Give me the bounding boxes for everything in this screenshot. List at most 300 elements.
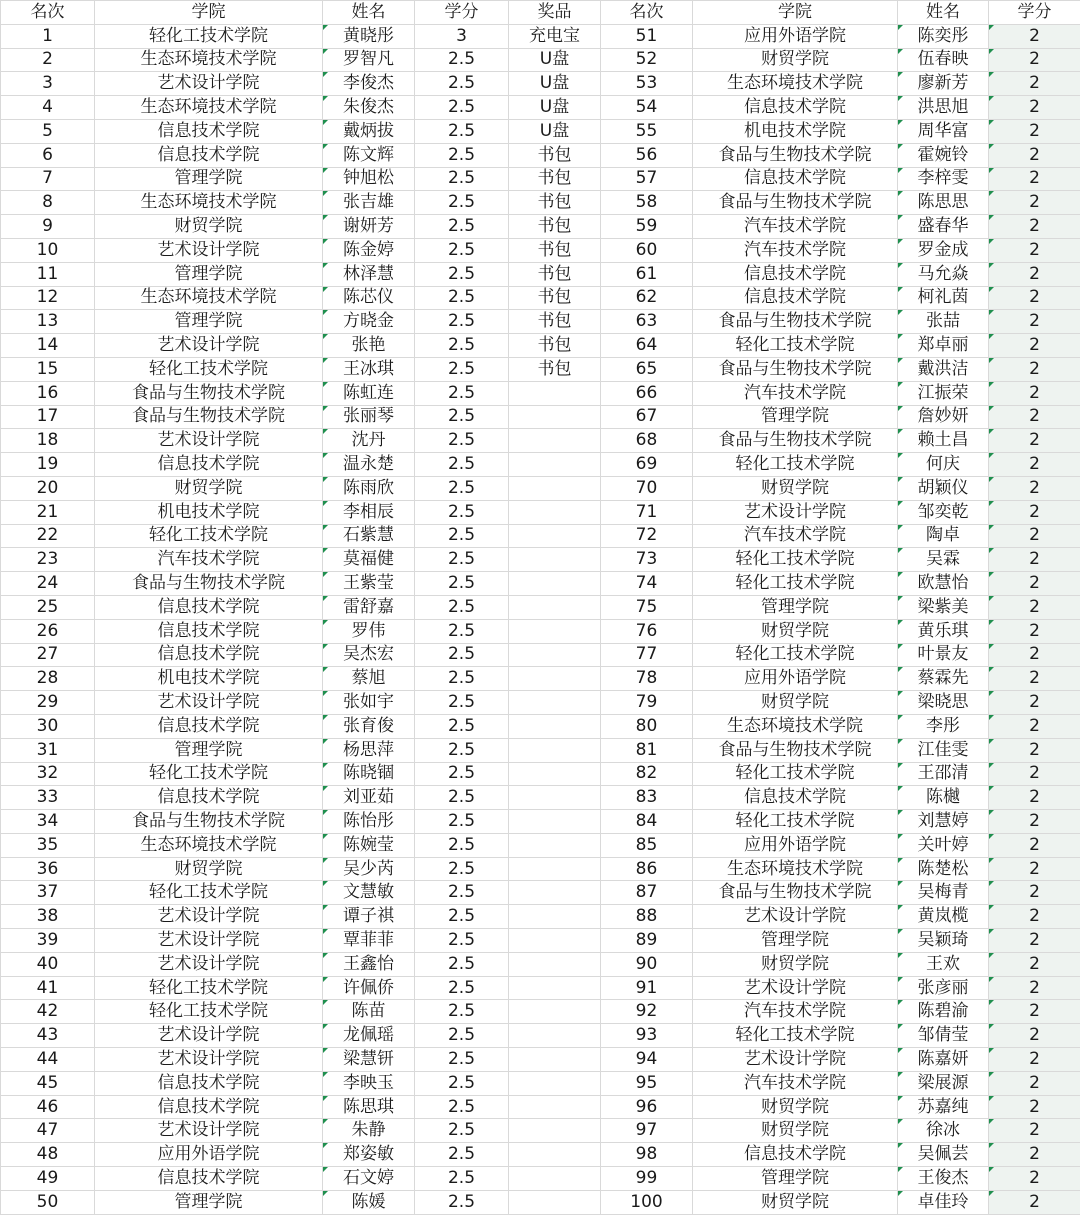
- cell-prize-left[interactable]: [509, 976, 601, 1000]
- cell-credit-right[interactable]: 2: [989, 334, 1080, 358]
- cell-name-right[interactable]: 梁紫美: [898, 595, 989, 619]
- cell-college-left[interactable]: 机电技术学院: [95, 667, 323, 691]
- cell-college-right[interactable]: 艺术设计学院: [693, 976, 898, 1000]
- cell-college-left[interactable]: 财贸学院: [95, 857, 323, 881]
- cell-credit-left[interactable]: 2.5: [415, 929, 509, 953]
- cell-prize-left[interactable]: [509, 1000, 601, 1024]
- cell-prize-left[interactable]: 书包: [509, 167, 601, 191]
- cell-rank-left[interactable]: 33: [1, 786, 95, 810]
- cell-college-right[interactable]: 艺术设计学院: [693, 1048, 898, 1072]
- cell-name-left[interactable]: 谢妍芳: [323, 215, 415, 239]
- cell-rank-right[interactable]: 63: [601, 310, 693, 334]
- cell-name-right[interactable]: 张彦丽: [898, 976, 989, 1000]
- cell-college-right[interactable]: 信息技术学院: [693, 786, 898, 810]
- cell-prize-left[interactable]: [509, 881, 601, 905]
- cell-rank-left[interactable]: 11: [1, 262, 95, 286]
- cell-college-left[interactable]: 管理学院: [95, 1190, 323, 1214]
- cell-rank-right[interactable]: 72: [601, 524, 693, 548]
- cell-rank-right[interactable]: 88: [601, 905, 693, 929]
- cell-name-left[interactable]: 张艳: [323, 334, 415, 358]
- cell-college-right[interactable]: 管理学院: [693, 405, 898, 429]
- cell-credit-right[interactable]: 2: [989, 143, 1080, 167]
- cell-name-left[interactable]: 刘亚茹: [323, 786, 415, 810]
- cell-rank-right[interactable]: 53: [601, 72, 693, 96]
- cell-rank-right[interactable]: 75: [601, 595, 693, 619]
- cell-name-left[interactable]: 文慧敏: [323, 881, 415, 905]
- cell-college-left[interactable]: 轻化工技术学院: [95, 24, 323, 48]
- cell-credit-right[interactable]: 2: [989, 1000, 1080, 1024]
- cell-rank-right[interactable]: 52: [601, 48, 693, 72]
- cell-rank-right[interactable]: 67: [601, 405, 693, 429]
- cell-prize-left[interactable]: [509, 810, 601, 834]
- cell-rank-left[interactable]: 50: [1, 1190, 95, 1214]
- cell-rank-left[interactable]: 39: [1, 929, 95, 953]
- cell-rank-left[interactable]: 20: [1, 476, 95, 500]
- cell-prize-left[interactable]: [509, 691, 601, 715]
- cell-college-right[interactable]: 食品与生物技术学院: [693, 143, 898, 167]
- cell-rank-left[interactable]: 27: [1, 643, 95, 667]
- cell-college-right[interactable]: 应用外语学院: [693, 667, 898, 691]
- cell-college-left[interactable]: 管理学院: [95, 167, 323, 191]
- cell-rank-left[interactable]: 34: [1, 810, 95, 834]
- cell-credit-right[interactable]: 2: [989, 1024, 1080, 1048]
- cell-college-right[interactable]: 管理学院: [693, 1167, 898, 1191]
- cell-credit-right[interactable]: 2: [989, 167, 1080, 191]
- cell-credit-left[interactable]: 2.5: [415, 310, 509, 334]
- cell-rank-left[interactable]: 15: [1, 357, 95, 381]
- cell-college-left[interactable]: 食品与生物技术学院: [95, 810, 323, 834]
- cell-prize-left[interactable]: 书包: [509, 143, 601, 167]
- cell-credit-right[interactable]: 2: [989, 572, 1080, 596]
- cell-name-left[interactable]: 蔡旭: [323, 667, 415, 691]
- cell-rank-left[interactable]: 32: [1, 762, 95, 786]
- cell-credit-left[interactable]: 2.5: [415, 1095, 509, 1119]
- cell-rank-right[interactable]: 90: [601, 952, 693, 976]
- cell-rank-left[interactable]: 6: [1, 143, 95, 167]
- cell-prize-left[interactable]: [509, 1119, 601, 1143]
- cell-prize-left[interactable]: [509, 381, 601, 405]
- cell-credit-right[interactable]: 2: [989, 72, 1080, 96]
- cell-college-left[interactable]: 艺术设计学院: [95, 905, 323, 929]
- cell-rank-right[interactable]: 87: [601, 881, 693, 905]
- cell-rank-left[interactable]: 16: [1, 381, 95, 405]
- cell-college-left[interactable]: 信息技术学院: [95, 1095, 323, 1119]
- cell-rank-right[interactable]: 92: [601, 1000, 693, 1024]
- cell-name-left[interactable]: 方晓金: [323, 310, 415, 334]
- cell-college-left[interactable]: 轻化工技术学院: [95, 1000, 323, 1024]
- cell-prize-left[interactable]: 书包: [509, 357, 601, 381]
- cell-credit-right[interactable]: 2: [989, 381, 1080, 405]
- cell-prize-left[interactable]: 书包: [509, 215, 601, 239]
- cell-credit-left[interactable]: 2.5: [415, 167, 509, 191]
- cell-rank-right[interactable]: 62: [601, 286, 693, 310]
- cell-college-left[interactable]: 管理学院: [95, 738, 323, 762]
- cell-credit-right[interactable]: 2: [989, 500, 1080, 524]
- cell-rank-left[interactable]: 5: [1, 119, 95, 143]
- header-credit-right[interactable]: 学分: [989, 1, 1080, 25]
- cell-college-right[interactable]: 应用外语学院: [693, 24, 898, 48]
- cell-credit-right[interactable]: 2: [989, 48, 1080, 72]
- cell-college-left[interactable]: 食品与生物技术学院: [95, 381, 323, 405]
- cell-name-left[interactable]: 莫福健: [323, 548, 415, 572]
- cell-credit-left[interactable]: 2.5: [415, 1119, 509, 1143]
- cell-college-right[interactable]: 轻化工技术学院: [693, 453, 898, 477]
- cell-credit-right[interactable]: 2: [989, 738, 1080, 762]
- cell-name-left[interactable]: 龙佩瑶: [323, 1024, 415, 1048]
- cell-college-right[interactable]: 财贸学院: [693, 952, 898, 976]
- cell-credit-left[interactable]: 2.5: [415, 48, 509, 72]
- cell-rank-left[interactable]: 25: [1, 595, 95, 619]
- cell-prize-left[interactable]: 书包: [509, 238, 601, 262]
- cell-college-left[interactable]: 信息技术学院: [95, 619, 323, 643]
- cell-college-right[interactable]: 财贸学院: [693, 691, 898, 715]
- cell-credit-left[interactable]: 2.5: [415, 1071, 509, 1095]
- cell-rank-left[interactable]: 35: [1, 833, 95, 857]
- cell-rank-left[interactable]: 28: [1, 667, 95, 691]
- cell-rank-left[interactable]: 43: [1, 1024, 95, 1048]
- cell-college-left[interactable]: 机电技术学院: [95, 500, 323, 524]
- cell-credit-right[interactable]: 2: [989, 1143, 1080, 1167]
- cell-name-left[interactable]: 陈芯仪: [323, 286, 415, 310]
- cell-rank-right[interactable]: 74: [601, 572, 693, 596]
- cell-rank-left[interactable]: 37: [1, 881, 95, 905]
- cell-rank-left[interactable]: 4: [1, 96, 95, 120]
- cell-name-right[interactable]: 江振荣: [898, 381, 989, 405]
- cell-name-right[interactable]: 吴佩芸: [898, 1143, 989, 1167]
- cell-rank-left[interactable]: 36: [1, 857, 95, 881]
- cell-name-right[interactable]: 刘慧婷: [898, 810, 989, 834]
- cell-prize-left[interactable]: U盘: [509, 119, 601, 143]
- cell-credit-left[interactable]: 2.5: [415, 119, 509, 143]
- cell-prize-left[interactable]: U盘: [509, 96, 601, 120]
- cell-college-left[interactable]: 生态环境技术学院: [95, 286, 323, 310]
- cell-credit-left[interactable]: 2.5: [415, 667, 509, 691]
- cell-college-left[interactable]: 艺术设计学院: [95, 929, 323, 953]
- cell-college-left[interactable]: 艺术设计学院: [95, 1048, 323, 1072]
- cell-name-left[interactable]: 李映玉: [323, 1071, 415, 1095]
- cell-name-right[interactable]: 邹奕乾: [898, 500, 989, 524]
- cell-credit-left[interactable]: 2.5: [415, 72, 509, 96]
- cell-credit-right[interactable]: 2: [989, 476, 1080, 500]
- cell-rank-left[interactable]: 48: [1, 1143, 95, 1167]
- cell-rank-left[interactable]: 14: [1, 334, 95, 358]
- cell-name-right[interactable]: 胡颖仪: [898, 476, 989, 500]
- cell-credit-right[interactable]: 2: [989, 429, 1080, 453]
- cell-college-right[interactable]: 生态环境技术学院: [693, 72, 898, 96]
- cell-prize-left[interactable]: [509, 643, 601, 667]
- cell-college-right[interactable]: 财贸学院: [693, 48, 898, 72]
- cell-name-left[interactable]: 郑姿敏: [323, 1143, 415, 1167]
- cell-rank-left[interactable]: 49: [1, 1167, 95, 1191]
- cell-name-left[interactable]: 王冰琪: [323, 357, 415, 381]
- cell-credit-left[interactable]: 2.5: [415, 286, 509, 310]
- cell-college-left[interactable]: 汽车技术学院: [95, 548, 323, 572]
- cell-rank-left[interactable]: 26: [1, 619, 95, 643]
- cell-credit-right[interactable]: 2: [989, 238, 1080, 262]
- cell-rank-left[interactable]: 23: [1, 548, 95, 572]
- cell-credit-left[interactable]: 2.5: [415, 215, 509, 239]
- cell-prize-left[interactable]: [509, 1048, 601, 1072]
- cell-rank-right[interactable]: 91: [601, 976, 693, 1000]
- cell-rank-right[interactable]: 69: [601, 453, 693, 477]
- cell-college-left[interactable]: 轻化工技术学院: [95, 524, 323, 548]
- cell-name-right[interactable]: 徐冰: [898, 1119, 989, 1143]
- cell-name-left[interactable]: 戴炳拔: [323, 119, 415, 143]
- cell-credit-right[interactable]: 2: [989, 786, 1080, 810]
- cell-prize-left[interactable]: [509, 833, 601, 857]
- cell-credit-left[interactable]: 2.5: [415, 238, 509, 262]
- cell-name-left[interactable]: 黄晓彤: [323, 24, 415, 48]
- cell-credit-left[interactable]: 2.5: [415, 643, 509, 667]
- cell-prize-left[interactable]: [509, 667, 601, 691]
- cell-college-left[interactable]: 轻化工技术学院: [95, 762, 323, 786]
- cell-name-right[interactable]: 何庆: [898, 453, 989, 477]
- cell-college-left[interactable]: 艺术设计学院: [95, 72, 323, 96]
- cell-name-right[interactable]: 苏嘉纯: [898, 1095, 989, 1119]
- cell-credit-left[interactable]: 2.5: [415, 381, 509, 405]
- cell-rank-right[interactable]: 73: [601, 548, 693, 572]
- cell-college-left[interactable]: 生态环境技术学院: [95, 833, 323, 857]
- cell-rank-left[interactable]: 8: [1, 191, 95, 215]
- cell-rank-left[interactable]: 9: [1, 215, 95, 239]
- cell-credit-left[interactable]: 2.5: [415, 453, 509, 477]
- cell-name-right[interactable]: 马允焱: [898, 262, 989, 286]
- cell-credit-left[interactable]: 2.5: [415, 191, 509, 215]
- cell-name-right[interactable]: 关叶婷: [898, 833, 989, 857]
- cell-prize-left[interactable]: 书包: [509, 310, 601, 334]
- cell-college-left[interactable]: 信息技术学院: [95, 714, 323, 738]
- cell-rank-right[interactable]: 83: [601, 786, 693, 810]
- cell-name-left[interactable]: 陈苗: [323, 1000, 415, 1024]
- cell-rank-left[interactable]: 2: [1, 48, 95, 72]
- cell-name-left[interactable]: 吴杰宏: [323, 643, 415, 667]
- cell-name-right[interactable]: 张喆: [898, 310, 989, 334]
- cell-rank-right[interactable]: 84: [601, 810, 693, 834]
- cell-name-left[interactable]: 石文婷: [323, 1167, 415, 1191]
- cell-rank-right[interactable]: 66: [601, 381, 693, 405]
- cell-prize-left[interactable]: [509, 714, 601, 738]
- cell-name-left[interactable]: 石紫慧: [323, 524, 415, 548]
- cell-college-left[interactable]: 艺术设计学院: [95, 691, 323, 715]
- cell-credit-left[interactable]: 2.5: [415, 1190, 509, 1214]
- cell-name-left[interactable]: 陈怡彤: [323, 810, 415, 834]
- cell-rank-left[interactable]: 45: [1, 1071, 95, 1095]
- cell-name-right[interactable]: 黄乐琪: [898, 619, 989, 643]
- cell-name-right[interactable]: 叶景友: [898, 643, 989, 667]
- cell-credit-right[interactable]: 2: [989, 24, 1080, 48]
- cell-credit-left[interactable]: 2.5: [415, 786, 509, 810]
- cell-college-right[interactable]: 汽车技术学院: [693, 1000, 898, 1024]
- header-name-right[interactable]: 姓名: [898, 1, 989, 25]
- cell-name-right[interactable]: 陈楚松: [898, 857, 989, 881]
- cell-credit-right[interactable]: 2: [989, 810, 1080, 834]
- cell-rank-right[interactable]: 85: [601, 833, 693, 857]
- header-college-right[interactable]: 学院: [693, 1, 898, 25]
- cell-college-left[interactable]: 信息技术学院: [95, 1167, 323, 1191]
- header-prize-left[interactable]: 奖品: [509, 1, 601, 25]
- cell-college-left[interactable]: 信息技术学院: [95, 595, 323, 619]
- cell-rank-right[interactable]: 70: [601, 476, 693, 500]
- cell-name-left[interactable]: 朱静: [323, 1119, 415, 1143]
- cell-name-right[interactable]: 王俊杰: [898, 1167, 989, 1191]
- cell-name-left[interactable]: 李相辰: [323, 500, 415, 524]
- cell-name-right[interactable]: 戴洪洁: [898, 357, 989, 381]
- cell-name-right[interactable]: 陈樾: [898, 786, 989, 810]
- cell-name-left[interactable]: 张如宇: [323, 691, 415, 715]
- cell-name-right[interactable]: 卓佳玲: [898, 1190, 989, 1214]
- cell-credit-right[interactable]: 2: [989, 310, 1080, 334]
- cell-name-right[interactable]: 梁展源: [898, 1071, 989, 1095]
- cell-name-left[interactable]: 陈雨欣: [323, 476, 415, 500]
- cell-college-right[interactable]: 汽车技术学院: [693, 381, 898, 405]
- cell-college-right[interactable]: 轻化工技术学院: [693, 572, 898, 596]
- cell-rank-right[interactable]: 71: [601, 500, 693, 524]
- cell-credit-right[interactable]: 2: [989, 833, 1080, 857]
- cell-college-left[interactable]: 艺术设计学院: [95, 1119, 323, 1143]
- cell-name-left[interactable]: 陈晓锢: [323, 762, 415, 786]
- cell-name-left[interactable]: 李俊杰: [323, 72, 415, 96]
- cell-name-left[interactable]: 张吉雄: [323, 191, 415, 215]
- cell-college-right[interactable]: 汽车技术学院: [693, 238, 898, 262]
- cell-rank-right[interactable]: 95: [601, 1071, 693, 1095]
- cell-credit-left[interactable]: 2.5: [415, 952, 509, 976]
- cell-rank-right[interactable]: 77: [601, 643, 693, 667]
- cell-rank-right[interactable]: 57: [601, 167, 693, 191]
- cell-name-right[interactable]: 欧慧怡: [898, 572, 989, 596]
- cell-college-right[interactable]: 财贸学院: [693, 1095, 898, 1119]
- cell-credit-left[interactable]: 2.5: [415, 810, 509, 834]
- cell-credit-left[interactable]: 2.5: [415, 262, 509, 286]
- cell-name-left[interactable]: 陈思琪: [323, 1095, 415, 1119]
- cell-name-right[interactable]: 洪思旭: [898, 96, 989, 120]
- cell-prize-left[interactable]: [509, 1143, 601, 1167]
- cell-rank-right[interactable]: 79: [601, 691, 693, 715]
- cell-name-right[interactable]: 陶卓: [898, 524, 989, 548]
- cell-name-left[interactable]: 王紫莹: [323, 572, 415, 596]
- cell-college-right[interactable]: 管理学院: [693, 595, 898, 619]
- cell-name-right[interactable]: 王欢: [898, 952, 989, 976]
- cell-college-left[interactable]: 生态环境技术学院: [95, 191, 323, 215]
- cell-prize-left[interactable]: 书包: [509, 262, 601, 286]
- cell-college-right[interactable]: 轻化工技术学院: [693, 762, 898, 786]
- cell-college-right[interactable]: 食品与生物技术学院: [693, 310, 898, 334]
- cell-credit-right[interactable]: 2: [989, 96, 1080, 120]
- cell-rank-right[interactable]: 56: [601, 143, 693, 167]
- cell-college-right[interactable]: 汽车技术学院: [693, 1071, 898, 1095]
- cell-credit-right[interactable]: 2: [989, 667, 1080, 691]
- cell-credit-right[interactable]: 2: [989, 405, 1080, 429]
- cell-credit-right[interactable]: 2: [989, 191, 1080, 215]
- cell-name-right[interactable]: 霍婉铃: [898, 143, 989, 167]
- cell-college-left[interactable]: 艺术设计学院: [95, 952, 323, 976]
- cell-college-left[interactable]: 财贸学院: [95, 215, 323, 239]
- cell-credit-right[interactable]: 2: [989, 1190, 1080, 1214]
- cell-rank-right[interactable]: 82: [601, 762, 693, 786]
- cell-college-right[interactable]: 汽车技术学院: [693, 524, 898, 548]
- cell-rank-left[interactable]: 40: [1, 952, 95, 976]
- cell-prize-left[interactable]: [509, 524, 601, 548]
- cell-credit-right[interactable]: 2: [989, 952, 1080, 976]
- cell-rank-left[interactable]: 46: [1, 1095, 95, 1119]
- cell-credit-left[interactable]: 2.5: [415, 1143, 509, 1167]
- cell-rank-left[interactable]: 1: [1, 24, 95, 48]
- cell-college-right[interactable]: 轻化工技术学院: [693, 1024, 898, 1048]
- cell-rank-left[interactable]: 47: [1, 1119, 95, 1143]
- cell-rank-right[interactable]: 94: [601, 1048, 693, 1072]
- cell-college-left[interactable]: 艺术设计学院: [95, 238, 323, 262]
- cell-credit-right[interactable]: 2: [989, 691, 1080, 715]
- header-rank-left[interactable]: 名次: [1, 1, 95, 25]
- cell-credit-left[interactable]: 2.5: [415, 881, 509, 905]
- cell-college-left[interactable]: 艺术设计学院: [95, 334, 323, 358]
- cell-credit-left[interactable]: 2.5: [415, 524, 509, 548]
- cell-college-right[interactable]: 管理学院: [693, 929, 898, 953]
- cell-name-right[interactable]: 柯礼茵: [898, 286, 989, 310]
- cell-name-left[interactable]: 罗伟: [323, 619, 415, 643]
- cell-college-right[interactable]: 轻化工技术学院: [693, 810, 898, 834]
- cell-credit-right[interactable]: 2: [989, 1071, 1080, 1095]
- cell-name-right[interactable]: 李梓雯: [898, 167, 989, 191]
- cell-prize-left[interactable]: [509, 500, 601, 524]
- cell-rank-right[interactable]: 64: [601, 334, 693, 358]
- cell-credit-right[interactable]: 2: [989, 619, 1080, 643]
- cell-prize-left[interactable]: [509, 929, 601, 953]
- cell-rank-right[interactable]: 80: [601, 714, 693, 738]
- cell-college-right[interactable]: 财贸学院: [693, 619, 898, 643]
- cell-credit-right[interactable]: 2: [989, 1095, 1080, 1119]
- cell-name-left[interactable]: 陈媛: [323, 1190, 415, 1214]
- cell-prize-left[interactable]: [509, 548, 601, 572]
- cell-rank-left[interactable]: 10: [1, 238, 95, 262]
- cell-prize-left[interactable]: [509, 619, 601, 643]
- cell-name-right[interactable]: 梁晓思: [898, 691, 989, 715]
- cell-rank-right[interactable]: 65: [601, 357, 693, 381]
- cell-name-right[interactable]: 陈奕彤: [898, 24, 989, 48]
- cell-credit-right[interactable]: 2: [989, 881, 1080, 905]
- cell-college-right[interactable]: 信息技术学院: [693, 286, 898, 310]
- cell-credit-right[interactable]: 2: [989, 595, 1080, 619]
- cell-prize-left[interactable]: [509, 1024, 601, 1048]
- cell-college-left[interactable]: 艺术设计学院: [95, 1024, 323, 1048]
- cell-name-left[interactable]: 沈丹: [323, 429, 415, 453]
- cell-credit-right[interactable]: 2: [989, 643, 1080, 667]
- cell-name-right[interactable]: 江佳雯: [898, 738, 989, 762]
- cell-name-left[interactable]: 林泽慧: [323, 262, 415, 286]
- cell-credit-left[interactable]: 2.5: [415, 619, 509, 643]
- cell-prize-left[interactable]: [509, 738, 601, 762]
- cell-credit-right[interactable]: 2: [989, 357, 1080, 381]
- cell-college-left[interactable]: 食品与生物技术学院: [95, 405, 323, 429]
- cell-rank-right[interactable]: 98: [601, 1143, 693, 1167]
- cell-college-right[interactable]: 信息技术学院: [693, 1143, 898, 1167]
- cell-rank-left[interactable]: 24: [1, 572, 95, 596]
- cell-credit-right[interactable]: 2: [989, 1167, 1080, 1191]
- cell-prize-left[interactable]: U盘: [509, 48, 601, 72]
- cell-credit-right[interactable]: 2: [989, 762, 1080, 786]
- cell-credit-right[interactable]: 2: [989, 548, 1080, 572]
- cell-prize-left[interactable]: [509, 429, 601, 453]
- cell-credit-left[interactable]: 2.5: [415, 357, 509, 381]
- cell-name-left[interactable]: 吴少芮: [323, 857, 415, 881]
- cell-name-right[interactable]: 李彤: [898, 714, 989, 738]
- cell-rank-right[interactable]: 86: [601, 857, 693, 881]
- cell-credit-right[interactable]: 2: [989, 1119, 1080, 1143]
- cell-credit-right[interactable]: 2: [989, 976, 1080, 1000]
- cell-college-right[interactable]: 机电技术学院: [693, 119, 898, 143]
- cell-prize-left[interactable]: [509, 905, 601, 929]
- cell-college-left[interactable]: 应用外语学院: [95, 1143, 323, 1167]
- cell-name-left[interactable]: 陈文辉: [323, 143, 415, 167]
